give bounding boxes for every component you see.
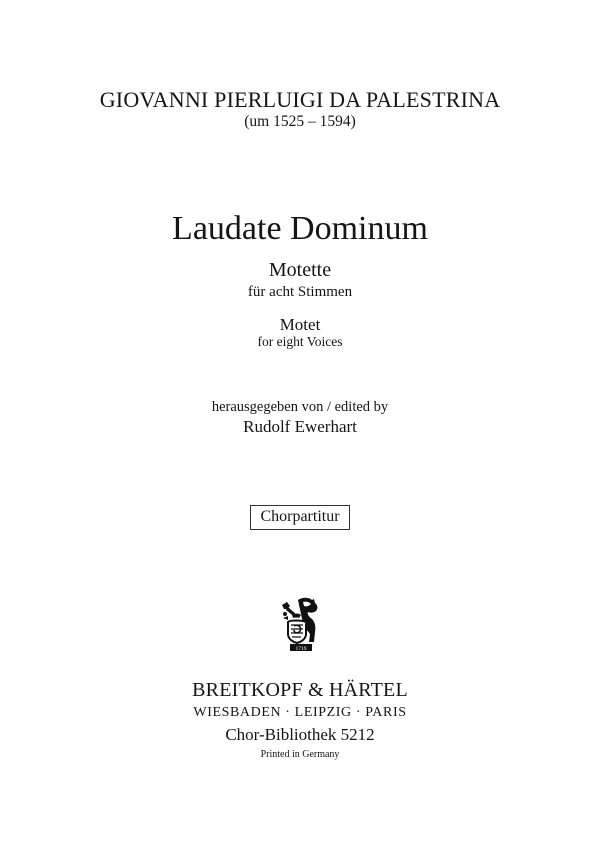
scoring-german: für acht Stimmen [247,284,353,300]
editor-label: herausgegeben von / edited by [211,399,389,415]
work-title: Laudate Dominum [172,210,428,247]
publisher-cities: WIESBADEN · LEIPZIG · PARIS [193,705,407,720]
publisher-name: BREITKOPF & HÄRTEL [192,679,408,701]
edition-type-box: Chorpartitur [250,505,350,530]
edition-type-container [0,505,600,530]
printed-in: Printed in Germany [260,749,340,760]
composer-name: GIOVANNI PIERLUIGI DA PALESTRINA [99,87,501,112]
scoring-english: for eight Voices [257,334,343,349]
genre-german: Motette [268,259,332,281]
catalog-number: Chor-Bibliothek 5212 [225,725,375,744]
genre-english: Motet [279,315,321,334]
composer-dates: (um 1525 – 1594) [244,113,356,130]
editor-name: Rudolf Ewerhart [243,417,357,436]
publisher-emblem-icon [278,596,322,654]
emblem-year: 1719 [295,646,307,652]
